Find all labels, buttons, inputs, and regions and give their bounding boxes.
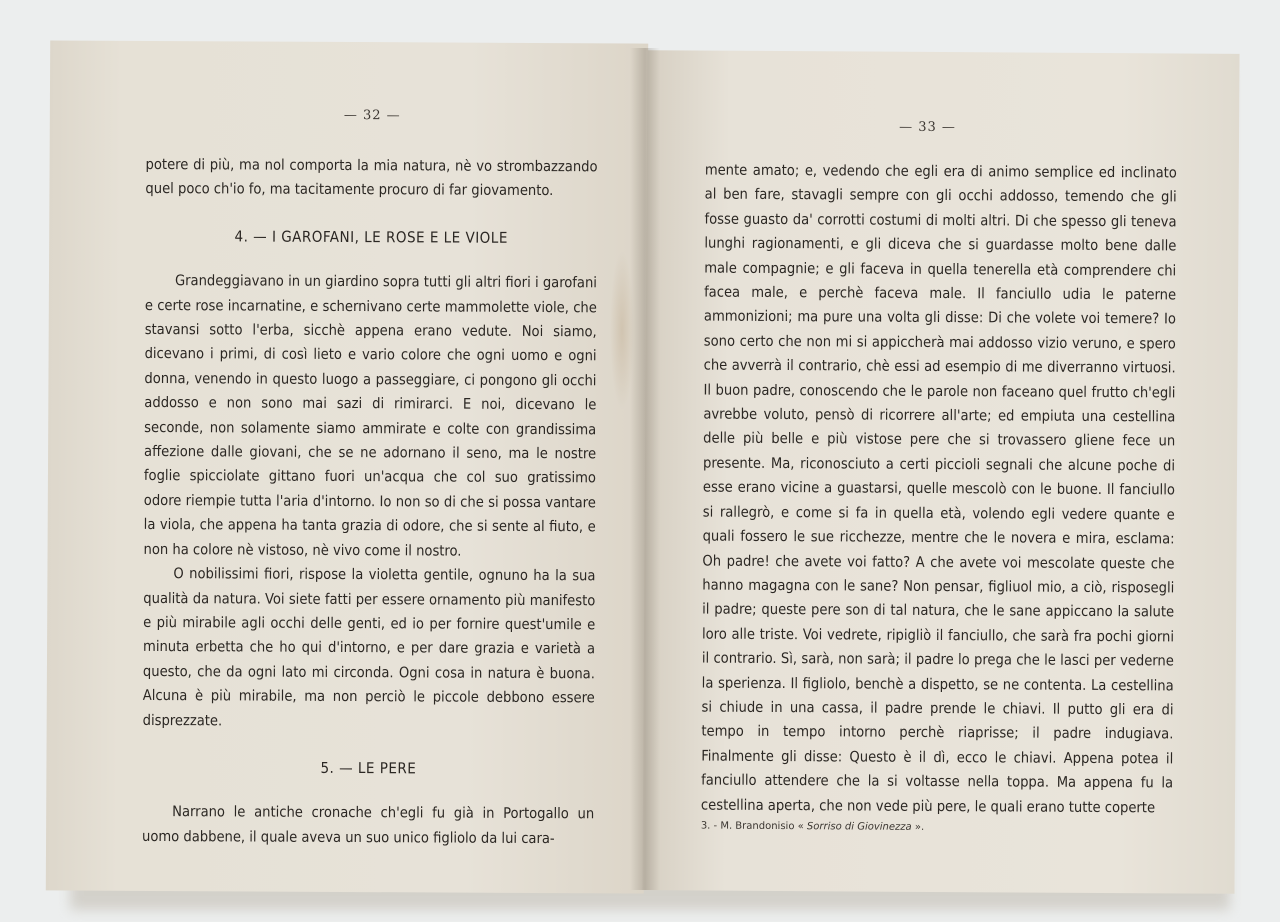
right-page [642, 50, 1239, 894]
left-page-text [142, 153, 598, 852]
section-heading-garofani: 4. — I GAROFANI, LE ROSE E LE VIOLE [234, 227, 508, 247]
page-number-left: — 32 — [343, 107, 401, 124]
section-heading-pere: 5. — LE PERE [320, 758, 417, 778]
paragraph: Grandeggiavano in un giardino sopra tutti gli altri fiori i garofani e certe rose incarnatine, e schernivano certe mammolette viole, che stavansi sotto l'erba, sicchè appena erano vedute. Noi siamo, dicevano i primi, di così lieto e vario colore che ogni uomo e ogni donna, venendo in questo luogo a passeggiare, ci pongono gli occhi addosso e non sono mai sazi di rimirarci. E noi, dicevano le seconde, non solamente siamo ammirate e colte con grandissima affezione dalle giovani, che se ne adornano il seno, ma le nostre foglie spicciolate gittano fuori un'acqua che col suo gratissimo odore riempie tutta l'aria d'intorno. Io non so di che si possa vantare la viola, che appena ha tanta grazia di odore, che si sente al fiuto, e non ha colore nè vistoso, nè vivo come il nostro. [143, 272, 598, 560]
right-page-text [701, 159, 1177, 821]
paragraph: mente amato; e, vedendo che egli era di animo semplice ed inclinato al ben fare, stavagli sempre con gli occhi addosso, temendo che gli fosse guasto da' corrotti costumi di molti altri. Di che spesso gli teneva lunghi ragionamenti, e gli diceva che si guardasse molto bene dalle male compagnie; e gli faceva in quella tenerella età comprendere chi facea male, e perchè faceva male. Il fanciullo udia le paterne ammonizioni; ma pure una volta gli disse: Di che volete voi temere? Io sono certo che non mi si appiccherà mai addosso vizio veruno, e spero che avverrà il contrario, chè essi ad esempio di me diverranno virtuosi. Il buon padre, conoscendo che le parole non faceano quel frutto ch'egli avrebbe voluto, pensò di ricorrere all'arte; ed empiuta una cestellina delle più belle e più vistose pere che si trovassero gliene fece un presente. Ma, riconosciuto a certi piccioli segnali che alcune poche di esse erano vicine a guastarsi, quelle mescolò con le buone. Il fanciullo si rallegrò, e come si fa in quella età, volendo egli vedere quante e quali fossero le sue ricchezze, mentre che le novera e mira, esclama: Oh padre! che avete voi fatto? A che avete voi mescolate queste che hanno magagna con le sane? Non pensar, figliuol mio, a ciò, risposegli il padre; queste pere son di tal natura, che le sane appiccano la salute loro alle triste. Voi vedrete, ripigliò il fanciullo, che sarà fra pochi giorni il contrario. Sì, sarà, non sarà; il padre lo prega che le lasci per vederne la sperienza. Il figliolo, benchè a dispetto, se ne contenta. La cestellina si chiude in una cassa, il padre prende le chiavi. Il putto gli era di tempo in tempo intorno perchè riaprisse; il padre indugiava. Finalmente gli disse: Questo è il dì, ecco le chiavi. Appena potea il fanciullo attendere che la si voltasse nella toppa. Ma appena fu la cestellina aperta, che non vede più pere, le quali erano tutte coperte [700, 161, 1177, 816]
footer-prefix: 3. - M. Brandonisio « [700, 820, 804, 833]
page-number-right: — 33 — [899, 119, 956, 136]
signature-footer [701, 821, 924, 833]
footer-suffix: ». [914, 821, 925, 833]
footer-book-title: Sorriso di Giovinezza [806, 821, 912, 833]
continuation-paragraph: potere di più, ma nol comporta la mia natura, nè vo strombazzando quel poco ch'io fo, ma tacitamente procuro di far giovamento. [145, 155, 598, 200]
left-page [46, 40, 648, 893]
paragraph: Narrano le antiche cronache ch'egli fu già in Portogallo un uomo dabbene, il quale aveva un suo unico figliolo da lui cara- [142, 803, 595, 847]
book-gutter [630, 48, 660, 890]
paragraph: O nobilissimi fiori, rispose la violetta gentile, ognuno ha la sua qualità da natura. Voi siete fatti per essere ornamento più manifesto e più mirabile agli occhi delle genti, ed io per fornire quest'umile e minuta erbetta che ho qui d'intorno, e per dare grazia e varietà a questo, che da ogni lato mi circonda. Ogni cosa in natura è buona. Alcuna è più mirabile, ma non perciò le piccole debbono essere disprezzate. [142, 565, 596, 729]
